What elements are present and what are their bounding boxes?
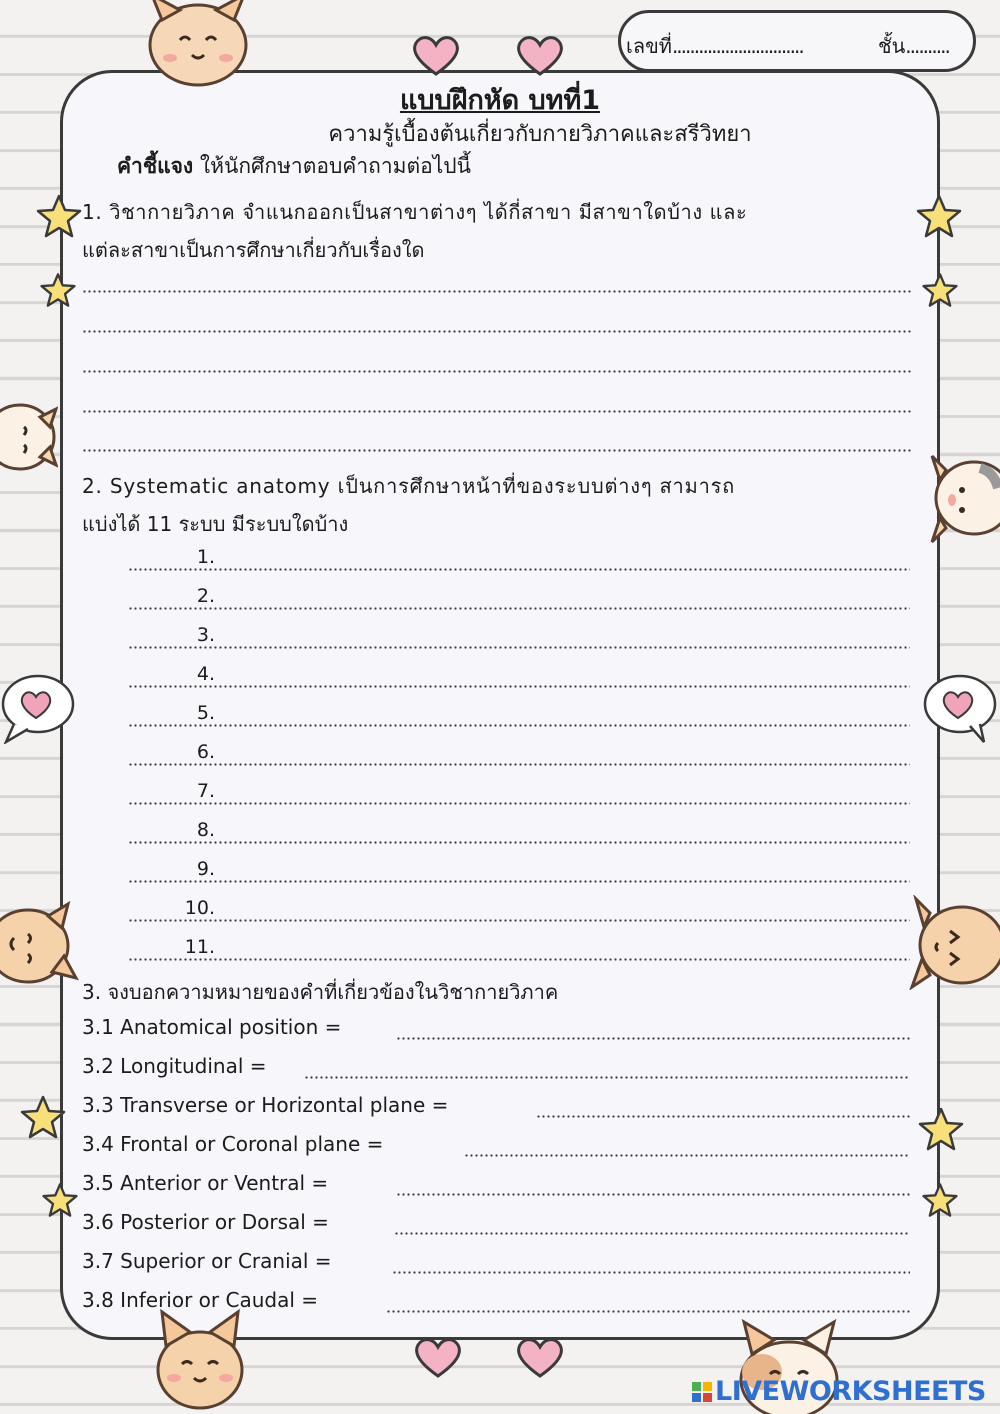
answer-line[interactable]	[82, 449, 912, 452]
term-label: 3.1 Anatomical position =	[82, 1015, 342, 1039]
answer-line[interactable]	[304, 1076, 910, 1079]
answer-line[interactable]	[128, 841, 910, 844]
list-item	[0, 585, 1000, 615]
answer-line[interactable]	[128, 685, 910, 688]
answer-line[interactable]	[128, 880, 910, 883]
star-icon	[922, 1182, 958, 1218]
class-label: ชั้น..........	[878, 34, 949, 58]
list-item-number: 9.	[196, 858, 215, 880]
term-label: 3.2 Longitudinal =	[82, 1054, 267, 1078]
answer-line[interactable]	[394, 1232, 910, 1235]
star-icon	[40, 272, 76, 308]
answer-line[interactable]	[464, 1154, 910, 1157]
heart-icon	[516, 1336, 564, 1378]
answer-line[interactable]	[396, 1193, 910, 1196]
answer-line[interactable]	[128, 802, 910, 805]
list-item	[0, 819, 1000, 849]
list-item	[0, 858, 1000, 888]
answer-line[interactable]	[82, 370, 912, 373]
answer-line[interactable]	[128, 763, 910, 766]
heart-icon	[414, 1336, 462, 1378]
question-2-line-2: แบ่งได้ 11 ระบบ มีระบบใดบ้าง	[82, 512, 349, 536]
term-label: 3.3 Transverse or Horizontal plane =	[82, 1093, 449, 1117]
term-label: 3.7 Superior or Cranial =	[82, 1249, 332, 1273]
cat-icon	[902, 895, 1000, 990]
term-label: 3.5 Anterior or Ventral =	[82, 1171, 329, 1195]
heart-icon	[412, 34, 460, 76]
list-item	[0, 663, 1000, 693]
question-2-line-1: 2. Systematic anatomy เป็นการศึกษาหน้าที่ของระบบต่างๆ สามารถ	[82, 474, 736, 498]
list-item-number: 8.	[196, 819, 215, 841]
question-3-heading: 3. จงบอกความหมายของคำที่เกี่ยวข้องในวิชากายวิภาค	[82, 980, 559, 1004]
cat-icon	[922, 450, 1000, 545]
answer-line[interactable]	[82, 290, 912, 293]
list-item	[0, 702, 1000, 732]
cat-icon	[0, 898, 80, 988]
answer-line[interactable]	[82, 330, 912, 333]
answer-line[interactable]	[128, 646, 910, 649]
liveworksheets-logo	[692, 1376, 986, 1407]
star-icon	[922, 272, 958, 308]
list-item	[0, 897, 1000, 927]
list-item	[0, 936, 1000, 966]
term-label: 3.8 Inferior or Caudal =	[82, 1288, 319, 1312]
answer-line[interactable]	[386, 1310, 910, 1313]
list-item-number: 7.	[196, 780, 215, 802]
speech-heart-icon	[922, 672, 998, 744]
list-item-number: 11.	[184, 936, 215, 958]
heart-icon	[516, 34, 564, 76]
answer-line[interactable]	[128, 568, 910, 571]
answer-line[interactable]	[392, 1271, 910, 1274]
brand-text: LIVEWORKSHEETS	[715, 1376, 986, 1407]
list-item-number: 4.	[196, 663, 215, 685]
star-icon	[36, 193, 82, 239]
answer-line[interactable]	[396, 1037, 910, 1040]
star-icon	[918, 1106, 964, 1152]
list-item-number: 6.	[196, 741, 215, 763]
cat-icon	[150, 1306, 250, 1414]
answer-line[interactable]	[82, 410, 912, 413]
term-label: 3.4 Frontal or Coronal plane =	[82, 1132, 384, 1156]
list-item	[0, 780, 1000, 810]
term-label: 3.6 Posterior or Dorsal =	[82, 1210, 329, 1234]
star-icon	[916, 193, 962, 239]
student-number-label: เลขที่..............................	[626, 34, 803, 58]
list-item-number: 10.	[184, 897, 215, 919]
list-item-number: 1.	[196, 546, 215, 568]
answer-line[interactable]	[128, 919, 910, 922]
question-1-line-1: 1. วิชากายวิภาค จำแนกออกเป็นสาขาต่างๆ ได้กี่สาขา มีสาขาใดบ้าง และ	[82, 200, 748, 224]
page-title: แบบฝึกหัด บทที่1	[399, 85, 601, 116]
cat-icon	[140, 0, 255, 95]
speech-heart-icon	[0, 672, 76, 744]
page-subtitle: ความรู้เบื้องต้นเกี่ยวกับกายวิภาคและสรีวิทยา	[328, 122, 752, 147]
list-item	[0, 624, 1000, 654]
answer-line[interactable]	[128, 607, 910, 610]
answer-line[interactable]	[536, 1115, 910, 1118]
brand-logo-icon	[692, 1378, 712, 1398]
list-item	[0, 546, 1000, 576]
question-1-line-2: แต่ละสาขาเป็นการศึกษาเกี่ยวกับเรื่องใด	[82, 238, 425, 262]
instruction: คำชี้แจง ให้นักศึกษาตอบคำถามต่อไปนี้	[117, 154, 471, 178]
star-icon	[42, 1182, 78, 1218]
list-item-number: 5.	[196, 702, 215, 724]
list-item-number: 2.	[196, 585, 215, 607]
star-icon	[20, 1094, 66, 1140]
list-item-number: 3.	[196, 624, 215, 646]
answer-line[interactable]	[128, 958, 910, 961]
list-item	[0, 741, 1000, 771]
cat-icon	[0, 395, 58, 475]
answer-line[interactable]	[128, 724, 910, 727]
